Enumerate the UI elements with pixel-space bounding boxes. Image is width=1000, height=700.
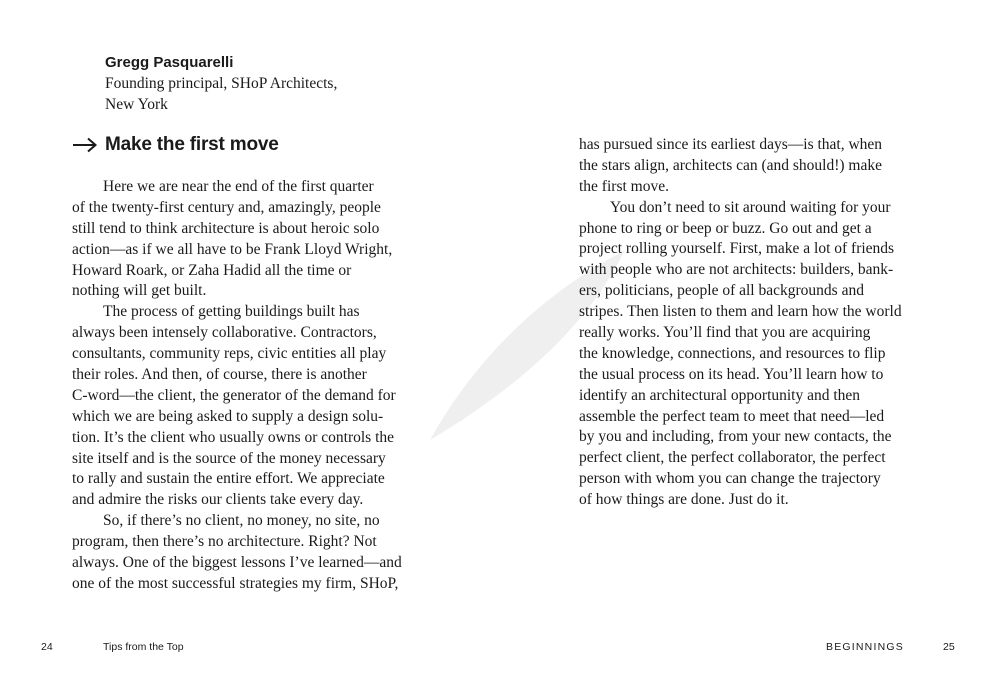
section-label: BEGINNINGS [826, 641, 904, 653]
text-line: Howard Roark, or Zaha Hadid all the time or [72, 261, 352, 279]
text-line: So, if there’s no client, no money, no site, no [103, 512, 380, 530]
text-line: always. One of the biggest lessons I’ve learned—and [72, 554, 402, 572]
text-line: action—as if we all have to be Frank Lloyd Wright, [72, 240, 393, 258]
text-line: site itself and is the source of the money necessary [72, 449, 386, 467]
text-line: of the twenty-first century and, amazingly, people [72, 198, 381, 216]
text-line: Here we are near the end of the first quarter [103, 178, 374, 195]
text-line: their roles. And then, of course, there is another [72, 366, 367, 384]
text-line: which we are being asked to supply a design solu- [72, 407, 384, 425]
heading-text: Make the first move [105, 134, 279, 155]
page-number-right: 25 [943, 641, 955, 653]
right-page [500, 0, 1000, 700]
text-line: tion. It’s the client who usually owns or controls the [72, 428, 395, 446]
text-line: the stars align, architects can (and should!) make [579, 156, 882, 174]
text-line: phone to ring or beep or buzz. Go out and get a [579, 219, 872, 237]
author-block [105, 52, 465, 115]
text-line: identify an architectural opportunity and then [579, 386, 861, 404]
text-line: the usual process on its head. You’ll learn how to [579, 365, 884, 383]
text-line: C-word—the client, the generator of the demand for [72, 386, 396, 404]
text-line: You don’t need to sit around waiting for your [610, 198, 891, 216]
text-line: of how things are done. Just do it. [579, 491, 789, 509]
author-city: New York [105, 96, 168, 113]
left-text-column [72, 177, 432, 595]
text-line: really works. You’ll find that you are acquiring [579, 324, 871, 342]
text-line: program, then there’s no architecture. Right? Not [72, 533, 377, 551]
text-line: the knowledge, connections, and resources to flip [579, 344, 886, 362]
text-line: person with whom you can change the trajectory [579, 470, 881, 488]
arrow-right-icon [72, 137, 98, 153]
text-line: nothing will get built. [72, 282, 207, 300]
text-line: consultants, community reps, civic entities all play [72, 345, 387, 363]
text-line: one of the most successful strategies my firm, SHoP, [72, 574, 399, 592]
text-line: still tend to think architecture is about heroic solo [72, 219, 380, 237]
text-line: project rolling yourself. First, make a lot of friends [579, 240, 895, 258]
text-line: with people who are not architects: builders, bank- [579, 261, 894, 279]
text-line: has pursued since its earliest days—is that, when [579, 136, 883, 153]
section-heading [72, 132, 452, 158]
text-line: stripes. Then listen to them and learn how the world [579, 303, 902, 321]
right-text-column [579, 135, 939, 511]
text-line: perfect client, the perfect collaborator, the perfect [579, 449, 886, 467]
author-name: Gregg Pasquarelli [105, 54, 234, 71]
running-title: Tips from the Top [103, 641, 184, 653]
text-line: ers, politicians, people of all backgrounds and [579, 282, 864, 300]
text-line: The process of getting buildings built has [103, 303, 360, 321]
text-line: the first move. [579, 177, 669, 195]
text-line: by you and including, from your new contacts, the [579, 428, 892, 446]
text-line: to rally and sustain the entire effort. We appreciate [72, 470, 385, 488]
text-line: assemble the perfect team to meet that need—led [579, 407, 885, 425]
author-role: Founding principal, SHoP Architects, [105, 75, 338, 92]
text-line: always been intensely collaborative. Contractors, [72, 324, 377, 342]
page-number-left: 24 [41, 641, 53, 653]
text-line: and admire the risks our clients take every day. [72, 491, 364, 509]
